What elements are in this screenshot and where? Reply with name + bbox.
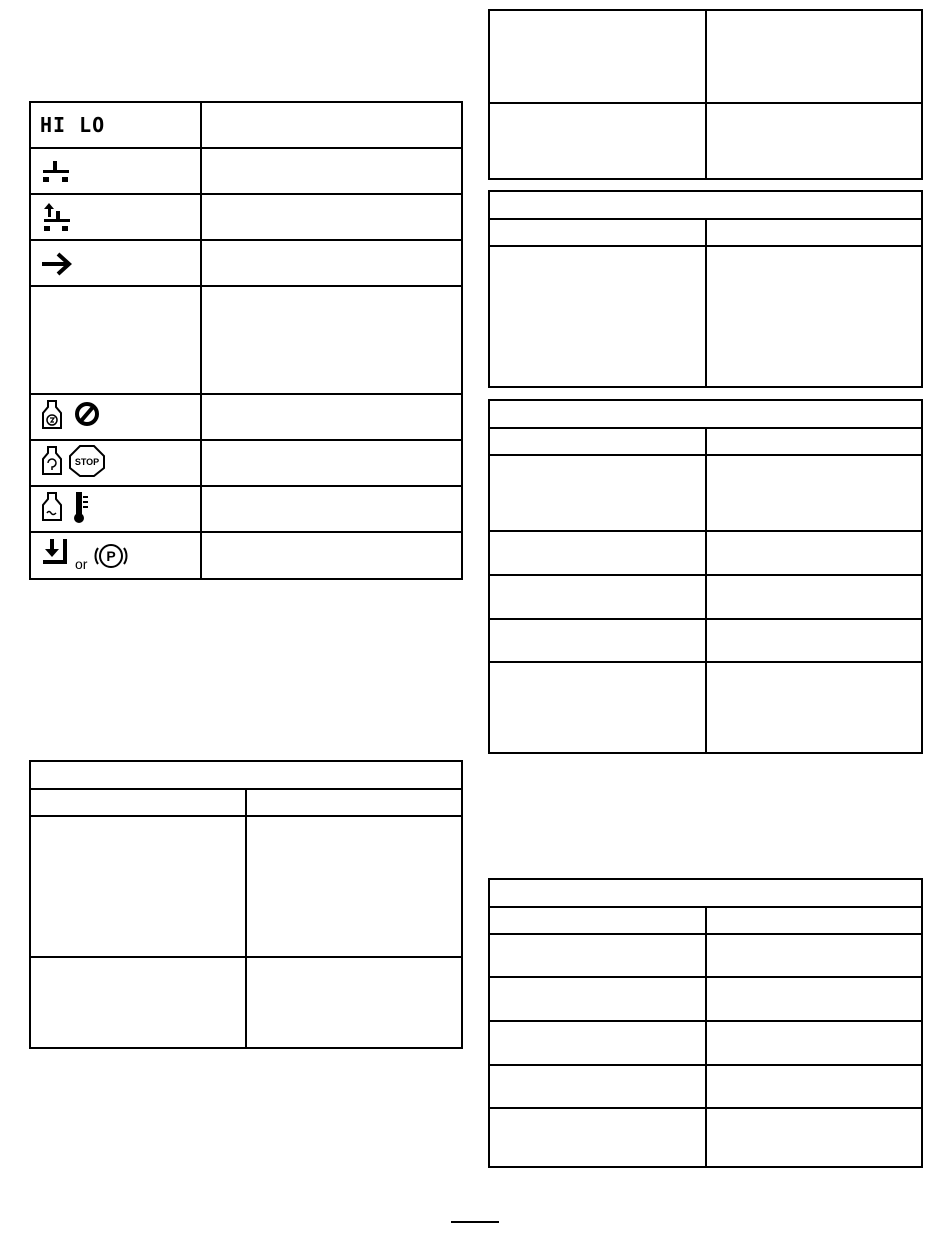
- right-table-c: [488, 399, 923, 754]
- hi-lo-icon: HI LO: [40, 113, 106, 137]
- svg-text:P: P: [106, 548, 116, 564]
- arrow-right-icon: [40, 251, 74, 277]
- engine-stop-icon: [40, 443, 110, 479]
- right-table-b: [488, 190, 923, 388]
- left-lower-table: [29, 760, 463, 1049]
- neutral-icon: [40, 159, 74, 185]
- right-table-a: [488, 9, 923, 180]
- parking-brake-icon: [40, 537, 80, 575]
- symbol-table: [29, 101, 463, 580]
- page-number-bar: [451, 1221, 499, 1223]
- right-table-d: [488, 878, 923, 1168]
- symbol-table-divider: [200, 103, 202, 578]
- engine-temperature-icon: [40, 489, 110, 525]
- svg-text:STOP: STOP: [74, 457, 100, 467]
- or-label: or: [75, 556, 88, 572]
- raise-icon: [40, 201, 74, 233]
- parking-p-icon: [94, 541, 130, 571]
- engine-no-start-icon: [40, 397, 110, 433]
